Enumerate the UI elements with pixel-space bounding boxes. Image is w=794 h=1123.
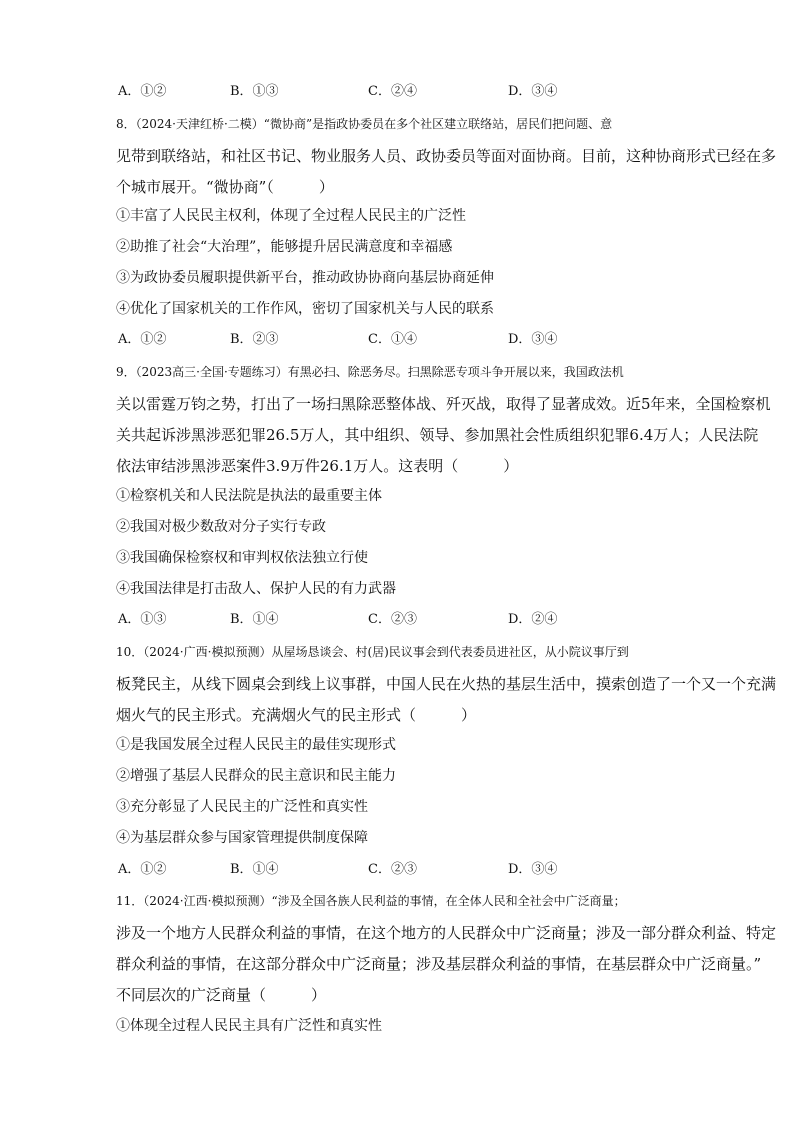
q10-option-b: B．①④ (230, 862, 279, 877)
q10-options (118, 860, 678, 880)
q10-option-d: D．③④ (508, 862, 558, 877)
q7-option-b: B．①③ (230, 84, 279, 99)
q8-stem-line-3: 个城市展开。“微协商”（ ） (116, 178, 334, 196)
q8-option-d: D．③④ (508, 332, 558, 347)
q7-option-a: A．①② (118, 84, 167, 99)
q8-stem-line-2: 见带到联络站，和社区书记、物业服务人员、政协委员等面对面协商。目前，这种协商形式已经在多 (116, 147, 777, 165)
q10-statement-1: ①是我国发展全过程人民民主的最佳实现形式 (116, 737, 396, 753)
q8-option-c: C．①④ (368, 332, 417, 347)
q9-statement-2: ②我国对极少数敌对分子实行专政 (116, 519, 326, 535)
q8-option-b: B．②③ (230, 332, 279, 347)
q10-option-a: A．①② (118, 862, 167, 877)
q10-stem-line-1: 10．（2024·广西·模拟预测）从屋场恳谈会、村(居)民议事会到代表委员进社区，从小院议事厅到 (116, 645, 629, 659)
q9-stem-line-4: 依法审结涉黑涉恶案件3.9万件26.1万人。这表明（ ） (116, 457, 519, 475)
q8-options (118, 330, 678, 350)
q11-stem-line-1: 11．（2024·江西·模拟预测）“涉及全国各族人民利益的事情，在全体人民和全社会中广泛商量； (116, 894, 626, 908)
q10-stem-line-3: 烟火气的民主形式。充满烟火气的民主形式（ ） (116, 706, 477, 724)
q8-statement-3: ③为政协委员履职提供新平台，推动政协协商向基层协商延伸 (116, 270, 494, 286)
q9-option-d: D．②④ (508, 612, 558, 627)
q7-options (118, 82, 678, 102)
q8-stem-line-1: 8．（2024·天津红桥·二模）“微协商”是指政协委员在多个社区建立联络站，居民们把问题、意 (116, 117, 613, 131)
q10-statement-3: ③充分彰显了人民民主的广泛性和真实性 (116, 799, 368, 815)
q8-statement-1: ①丰富了人民民主权利，体现了全过程人民民主的广泛性 (116, 208, 466, 224)
q7-option-d: D．③④ (508, 84, 558, 99)
q11-stem-line-4: 不同层次的广泛商量（ ） (116, 986, 327, 1004)
q9-option-b: B．①④ (230, 612, 279, 627)
q9-stem-line-1: 9．（2023高三·全国·专题练习）有黑必扫、除恶务尽。扫黑除恶专项斗争开展以来，我国政法机 (116, 365, 624, 379)
q9-statement-1: ①检察机关和人民法院是执法的最重要主体 (116, 488, 382, 504)
q8-option-a: A．①② (118, 332, 167, 347)
q8-statement-2: ②助推了社会“大治理”，能够提升居民满意度和幸福感 (116, 239, 453, 255)
q10-statement-4: ④为基层群众参与国家管理提供制度保障 (116, 830, 368, 846)
q10-statement-2: ②增强了基层人民群众的民主意识和民主能力 (116, 768, 396, 784)
q11-statement-1: ①体现全过程人民民主具有广泛性和真实性 (116, 1018, 382, 1034)
q9-stem-line-3: 关共起诉涉黑涉恶犯罪26.5万人，其中组织、领导、参加黑社会性质组织犯罪6.4万人；人民法院 (116, 426, 759, 444)
q9-statement-3: ③我国确保检察权和审判权依法独立行使 (116, 550, 368, 566)
q8-statement-4: ④优化了国家机关的工作作风，密切了国家机关与人民的联系 (116, 301, 494, 317)
q11-stem-line-2: 涉及一个地方人民群众利益的事情，在这个地方的人民群众中广泛商量；涉及一部分群众利益、特定 (116, 924, 777, 942)
q9-stem-line-2: 关以雷霆万钧之势，打出了一场扫黑除恶整体战、歼灭战，取得了显著成效。近5年来，全国检察机 (116, 395, 771, 413)
q9-option-a: A．①③ (118, 612, 167, 627)
q10-option-c: C．②③ (368, 862, 417, 877)
q9-statement-4: ④我国法律是打击敌人、保护人民的有力武器 (116, 581, 396, 597)
q11-stem-line-3: 群众利益的事情，在这部分群众中广泛商量；涉及基层群众利益的事情，在基层群众中广泛商量。” (116, 955, 762, 973)
q9-option-c: C．②③ (368, 612, 417, 627)
q9-options (118, 610, 678, 630)
q7-option-c: C．②④ (368, 84, 417, 99)
q10-stem-line-2: 板凳民主，从线下圆桌会到线上议事群，中国人民在火热的基层生活中，摸索创造了一个又一个充满 (116, 675, 777, 693)
